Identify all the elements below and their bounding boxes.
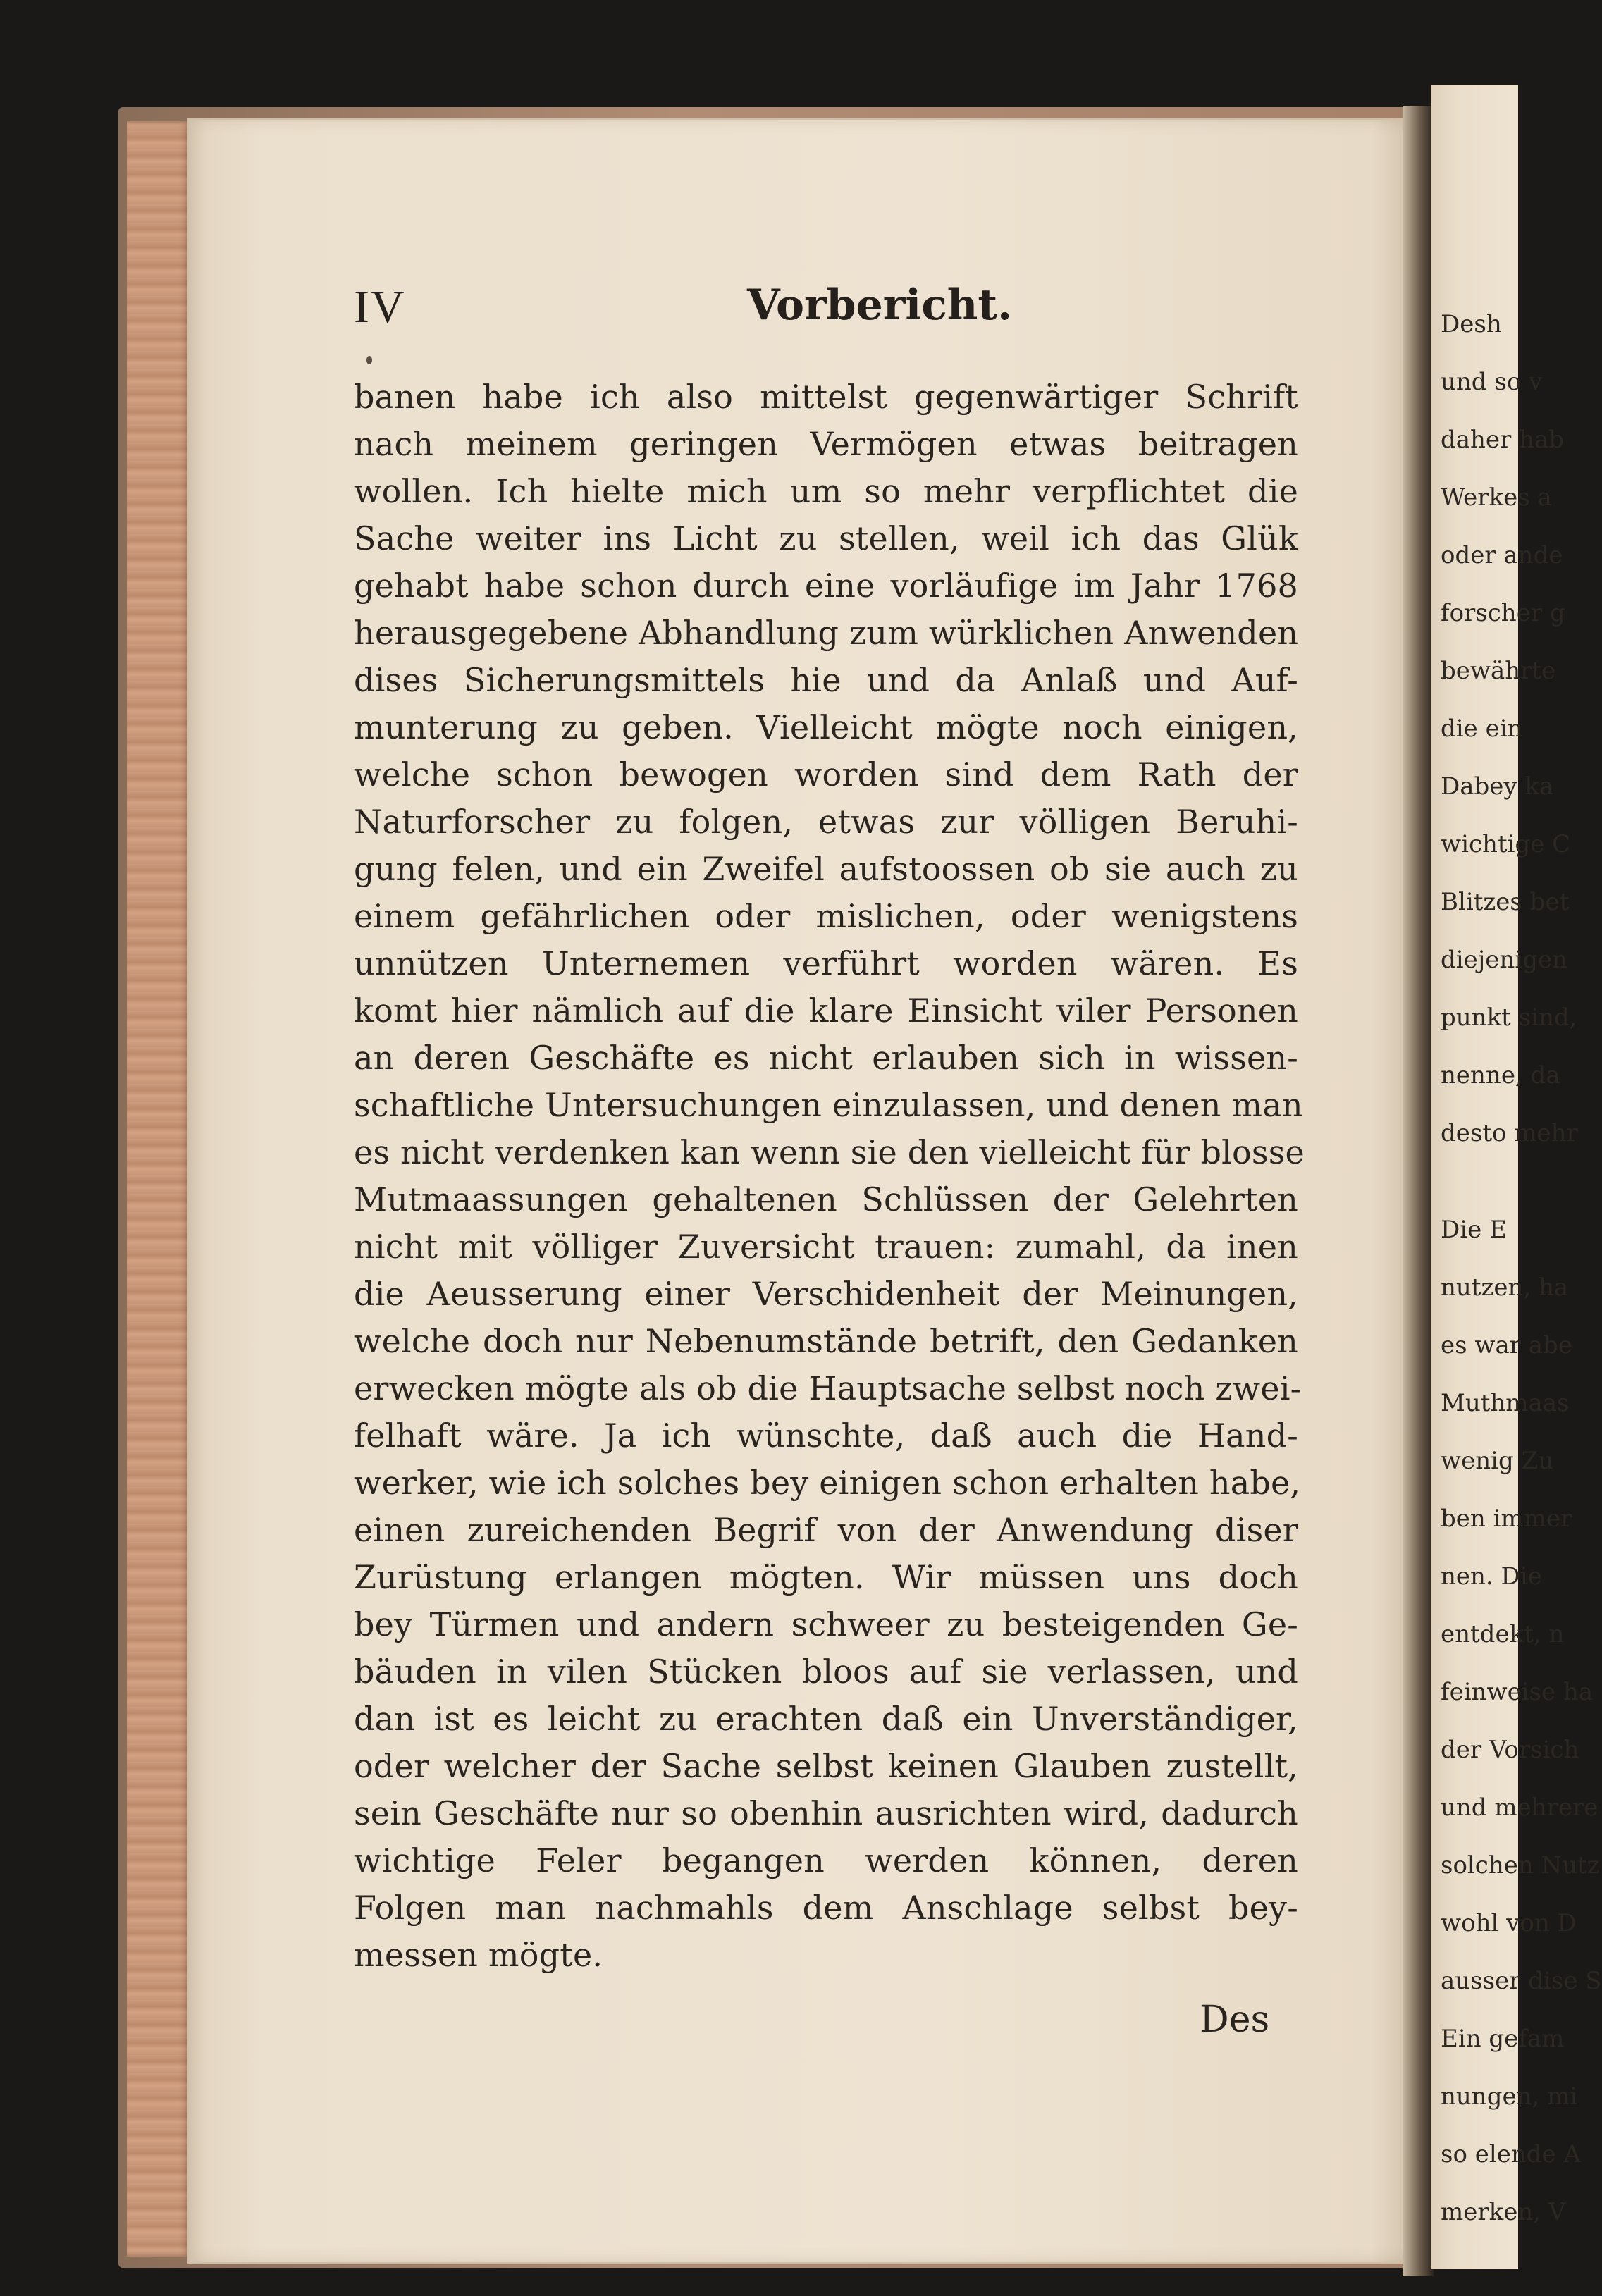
text-line: welche schon bewogen worden sind dem Rath der (354, 755, 1298, 794)
next-page-fragment: desto mehr (1441, 1119, 1578, 1147)
text-line: nicht mit völliger Zuversicht trauen: zumahl, da inen (354, 1228, 1298, 1266)
text-line: banen habe ich also mittelst gegenwärtiger Schrift (354, 378, 1298, 416)
text-line: einem gefährlichen oder mislichen, oder wenigstens (354, 897, 1298, 935)
text-line: dan ist es leicht zu erachten daß ein Unverständiger, (354, 1700, 1298, 1738)
cover-edge-marbled (127, 121, 190, 2257)
text-line: bäuden in vilen Stücken bloos auf sie verlassen, und (354, 1653, 1298, 1691)
next-page-fragment: merken, V (1441, 2198, 1566, 2226)
next-page-fragment: wichtige C (1441, 830, 1571, 858)
text-line: herausgegebene Abhandlung zum würklichen Anwenden (354, 614, 1299, 652)
ink-speck (366, 356, 372, 364)
text-line: gung felen, und ein Zweifel aufstoossen ob sie auch zu (354, 850, 1298, 888)
next-page-fragment: und so v (1441, 368, 1543, 396)
next-page-fragment: nutzen, ha (1441, 1273, 1569, 1302)
next-page-fragment: Dabey ka (1441, 772, 1554, 801)
next-page-fragment: nenne, da (1441, 1061, 1560, 1090)
text-line: komt hier nämlich auf die klare Einsicht viler Personen (354, 992, 1298, 1030)
next-page-fragment: die ein (1441, 715, 1523, 743)
next-page-fragment: nungen, mi (1441, 2082, 1578, 2111)
next-page-fragment: wenig Zu (1441, 1447, 1554, 1475)
text-line: oder welcher der Sache selbst keinen Glauben zustellt, (354, 1747, 1298, 1785)
text-line: dises Sicherungsmittels hie und da Anlaß und Auf- (354, 661, 1298, 699)
next-page-fragment: ben immer (1441, 1505, 1572, 1533)
text-line: es nicht verdenken kan wenn sie den vielleicht für blosse (354, 1133, 1305, 1171)
next-page-fragment: oder ande (1441, 541, 1563, 569)
next-page-fragment: Blitzes bet (1441, 888, 1570, 916)
text-line: unnützen Unternemen verführt worden wären. Es (354, 944, 1298, 982)
body-text (354, 374, 1305, 1979)
text-line: einen zureichenden Begrif von der Anwendung diser (354, 1511, 1298, 1549)
text-line: gehabt habe schon durch eine vorläufige im Jahr 1768 (354, 567, 1298, 605)
text-line: die Aeusserung einer Verschidenheit der Meinungen, (354, 1275, 1298, 1313)
page-number: IV (354, 281, 406, 333)
text-line: welche doch nur Nebenumstände betrift, den Gedanken (354, 1322, 1298, 1360)
next-page-fragment: Desh (1441, 310, 1502, 338)
text-line: Zurüstung erlangen mögten. Wir müssen uns doch (354, 1558, 1298, 1596)
text-line: nach meinem geringen Vermögen etwas beitragen (354, 425, 1298, 463)
next-page-fragment: diejenigen (1441, 946, 1567, 974)
next-page-fragment: Werkes a (1441, 483, 1552, 512)
text-line: Mutmaassungen gehaltenen Schlüssen der Gelehrten (354, 1180, 1298, 1218)
next-page-fragment: so elende A (1441, 2140, 1581, 2168)
next-page-fragment: Muthmaas (1441, 1389, 1570, 1417)
next-page-fragment: Die E (1441, 1216, 1507, 1244)
next-page-fragment: solchen Nutz (1441, 1851, 1600, 1880)
next-page-fragment: feinweise ha (1441, 1678, 1594, 1706)
next-page-fragment: bewährte (1441, 657, 1556, 685)
next-page-fragment: und mehrere (1441, 1794, 1598, 1822)
text-line: werker, wie ich solches bey einigen schon erhalten habe, (354, 1464, 1301, 1502)
next-page-fragment: der Vorsich (1441, 1736, 1579, 1764)
text-line: bey Türmen und andern schweer zu besteigenden Ge- (354, 1605, 1298, 1643)
text-line: schaftliche Untersuchungen einzulassen, und denen man (354, 1086, 1303, 1124)
text-line: munterung zu geben. Vielleicht mögte noch einigen, (354, 708, 1298, 746)
right-page-edge (1431, 85, 1602, 2269)
running-head: Vorbericht. (747, 280, 1012, 330)
text-line: an deren Geschäfte es nicht erlauben sich in wissen- (354, 1039, 1298, 1077)
next-page-fragment: nen. Die (1441, 1562, 1542, 1591)
text-line: Sache weiter ins Licht zu stellen, weil ich das Glük (354, 519, 1298, 557)
text-line: messen mögte. (354, 1936, 603, 1974)
text-line: Naturforscher zu folgen, etwas zur völligen Beruhi- (354, 803, 1298, 841)
text-line: wichtige Feler begangen werden können, deren (354, 1841, 1298, 1880)
text-line: Folgen man nachmahls dem Anschlage selbst bey- (354, 1889, 1298, 1927)
next-page-fragment: forscher g (1441, 599, 1565, 627)
text-line: sein Geschäfte nur so obenhin ausrichten wird, dadurch (354, 1794, 1298, 1832)
book-gutter (1403, 106, 1434, 2276)
page-header (345, 280, 1318, 344)
text-line: felhaft wäre. Ja ich wünschte, daß auch die Hand- (354, 1417, 1298, 1455)
next-page-fragment: punkt sind, (1441, 1004, 1577, 1032)
next-page-fragment: ausser dise S (1441, 1967, 1602, 1995)
next-page-fragment: entdekt, n (1441, 1620, 1565, 1648)
next-page-fragment: es war abe (1441, 1331, 1572, 1359)
catchword: Des (1200, 1999, 1270, 2041)
next-page-fragment: wohl von D (1441, 1909, 1577, 1937)
next-page-fragment: daher hab (1441, 426, 1565, 454)
text-line: erwecken mögte als ob die Hauptsache selbst noch zwei- (354, 1369, 1302, 1407)
text-line: wollen. Ich hielte mich um so mehr verpflichtet die (354, 472, 1298, 510)
next-page-fragment: Ein gefam (1441, 2025, 1565, 2053)
